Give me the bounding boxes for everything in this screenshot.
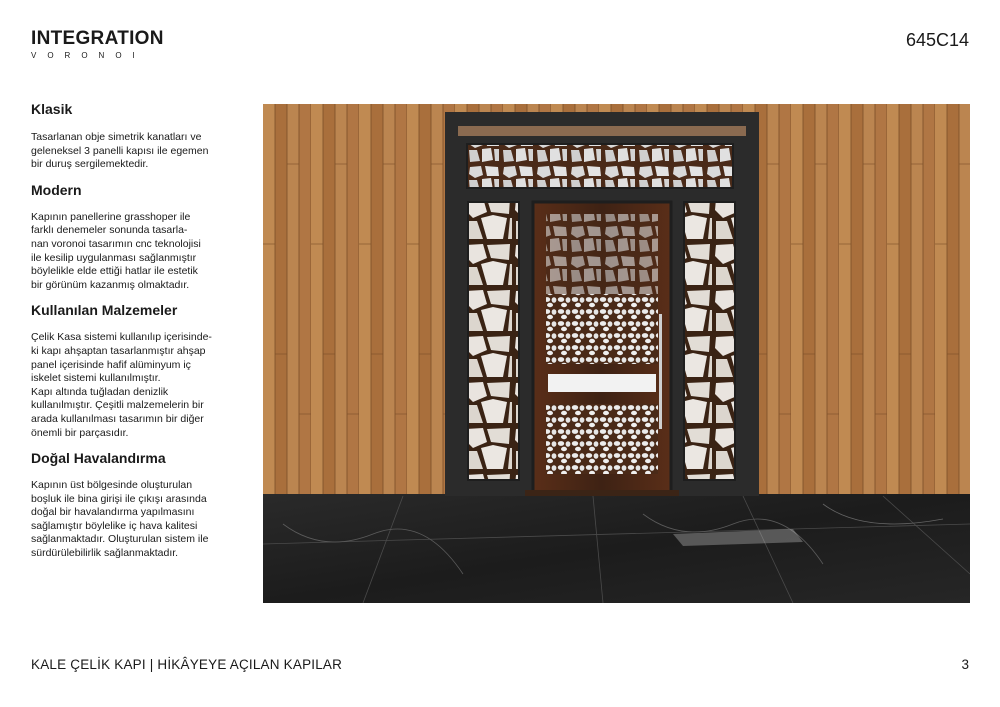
footer-text: KALE ÇELİK KAPI | HİKÂYEYE AÇILAN KAPILAR (31, 657, 343, 672)
document-code: 645C14 (905, 30, 969, 50)
text-column (31, 100, 226, 570)
door-render-image (263, 104, 970, 603)
brand-logo (31, 28, 164, 60)
section-modern (31, 181, 226, 293)
section-title: Kullanılan Malzemeler (31, 302, 178, 319)
section-title: Modern (31, 181, 82, 198)
section-klasik (31, 100, 226, 172)
section-body: Kapının panellerine grasshoper ile farklı denemeler sonunda tasarla- nan voronoi tasarımın cnc teknolojisi ile kesilip uygulanması sağlanmıştır böylelikle elde ettiği hatlar ile estetik bir görünüm kazanmış olmaktadır. (31, 210, 201, 291)
section-body: Tasarlanan obje simetrik kanatları ve geleneksel 3 panelli kapısı ile egemen bir duruş sergilemektedir. (31, 131, 209, 171)
page-number: 3 (961, 657, 969, 672)
section-ventilation (31, 449, 226, 561)
section-body: Çelik Kasa sistemi kullanılıp içerisinde- ki kapı ahşaptan tasarlanmıştır ahşap panel içerisinde hafif alüminyum iç iskelet sistemi kullanılmıştır. Kapı altında tuğladan denizlik kullanılmıştır. Çeşitli malzemelerin bir arada kullanılması tasarımın bir diğer önemli bir parçasıdır. (31, 331, 212, 439)
section-body: Kapının üst bölgesinde oluşturulan boşluk ile bina girişi ile çıkışı arasında doğal bir havalandırma yapılmasını sağlamıştır böylelike iç hava kalitesi sağlanmaktadır. Oluşturulan sistem ile sürdürülebilirlik sağlanmaktadır. (31, 479, 209, 560)
section-title: Doğal Havalandırma (31, 450, 166, 467)
section-title: Klasik (31, 101, 73, 117)
section-materials (31, 301, 226, 440)
brand-title: INTEGRATION (31, 28, 164, 49)
brand-subtitle: VORONOI (31, 51, 146, 60)
